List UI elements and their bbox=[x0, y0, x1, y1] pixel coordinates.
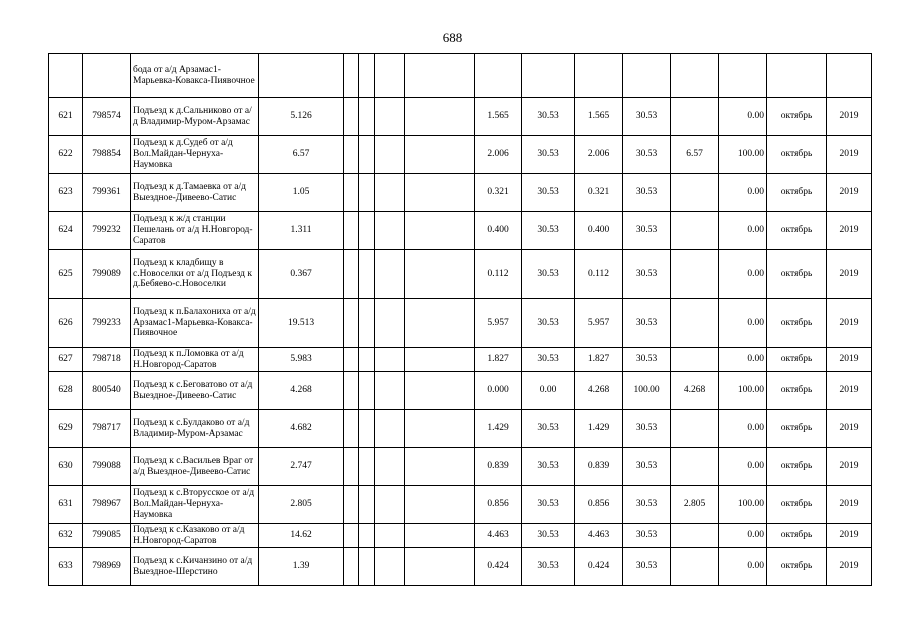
value-6: 0.00 bbox=[719, 299, 767, 348]
year-cell bbox=[827, 54, 872, 98]
value-5 bbox=[671, 548, 719, 586]
value-6: 0.00 bbox=[719, 212, 767, 250]
empty-cell bbox=[375, 410, 405, 448]
value-1: 0.424 bbox=[475, 548, 522, 586]
value-5 bbox=[671, 299, 719, 348]
value-4: 30.53 bbox=[623, 250, 671, 299]
table-row bbox=[49, 486, 872, 524]
value-6: 0.00 bbox=[719, 410, 767, 448]
empty-cell bbox=[375, 136, 405, 174]
month-cell bbox=[767, 54, 827, 98]
road-length: 14.62 bbox=[259, 524, 344, 548]
value-3: 0.839 bbox=[575, 448, 623, 486]
row-number: 623 bbox=[49, 174, 83, 212]
value-1: 2.006 bbox=[475, 136, 522, 174]
road-code: 798717 bbox=[83, 410, 131, 448]
year-cell: 2019 bbox=[827, 299, 872, 348]
value-6: 0.00 bbox=[719, 448, 767, 486]
value-1: 5.957 bbox=[475, 299, 522, 348]
road-length: 1.39 bbox=[259, 548, 344, 586]
empty-cell bbox=[375, 250, 405, 299]
empty-cell bbox=[375, 548, 405, 586]
value-1: 0.321 bbox=[475, 174, 522, 212]
value-1: 1.429 bbox=[475, 410, 522, 448]
table-row bbox=[49, 524, 872, 548]
empty-cell bbox=[375, 348, 405, 372]
month-cell: октябрь bbox=[767, 98, 827, 136]
value-5 bbox=[671, 174, 719, 212]
year-cell: 2019 bbox=[827, 410, 872, 448]
table-row bbox=[49, 299, 872, 348]
road-length: 4.268 bbox=[259, 372, 344, 410]
value-3: 2.006 bbox=[575, 136, 623, 174]
road-length: 4.682 bbox=[259, 410, 344, 448]
road-code: 799233 bbox=[83, 299, 131, 348]
month-cell: октябрь bbox=[767, 174, 827, 212]
road-length: 0.367 bbox=[259, 250, 344, 299]
value-5: 2.805 bbox=[671, 486, 719, 524]
empty-cell bbox=[344, 54, 359, 98]
month-cell: октябрь bbox=[767, 524, 827, 548]
row-number: 631 bbox=[49, 486, 83, 524]
table-row bbox=[49, 372, 872, 410]
empty-cell bbox=[359, 136, 375, 174]
empty-cell bbox=[344, 448, 359, 486]
value-5 bbox=[671, 250, 719, 299]
value-4: 30.53 bbox=[623, 448, 671, 486]
road-name: Подъезд к д.Судеб от а/д Вол.Майдан-Чернуха-Наумовка bbox=[131, 136, 259, 174]
row-number: 622 bbox=[49, 136, 83, 174]
value-4: 30.53 bbox=[623, 212, 671, 250]
value-6: 0.00 bbox=[719, 250, 767, 299]
table-row bbox=[49, 212, 872, 250]
value-3: 0.856 bbox=[575, 486, 623, 524]
roads-table bbox=[48, 53, 872, 586]
value-3: 1.429 bbox=[575, 410, 623, 448]
empty-cell bbox=[359, 524, 375, 548]
month-cell: октябрь bbox=[767, 486, 827, 524]
value-1 bbox=[475, 54, 522, 98]
empty-cell bbox=[375, 486, 405, 524]
year-cell: 2019 bbox=[827, 212, 872, 250]
empty-cell bbox=[405, 524, 475, 548]
road-code: 799361 bbox=[83, 174, 131, 212]
empty-cell bbox=[375, 299, 405, 348]
value-3: 1.565 bbox=[575, 98, 623, 136]
empty-cell bbox=[405, 348, 475, 372]
table-row bbox=[49, 410, 872, 448]
value-4: 30.53 bbox=[623, 174, 671, 212]
table-row bbox=[49, 548, 872, 586]
row-number: 632 bbox=[49, 524, 83, 548]
empty-cell bbox=[359, 174, 375, 212]
value-2: 30.53 bbox=[522, 98, 575, 136]
value-2: 30.53 bbox=[522, 250, 575, 299]
value-6: 0.00 bbox=[719, 174, 767, 212]
empty-cell bbox=[359, 410, 375, 448]
road-length: 2.805 bbox=[259, 486, 344, 524]
value-6: 0.00 bbox=[719, 548, 767, 586]
year-cell: 2019 bbox=[827, 174, 872, 212]
table-row bbox=[49, 250, 872, 299]
road-code bbox=[83, 54, 131, 98]
month-cell: октябрь bbox=[767, 410, 827, 448]
table-row bbox=[49, 98, 872, 136]
value-3: 5.957 bbox=[575, 299, 623, 348]
empty-cell bbox=[405, 372, 475, 410]
empty-cell bbox=[405, 486, 475, 524]
row-number: 628 bbox=[49, 372, 83, 410]
road-name: Подъезд к ж/д станции Пешелань от а/д Н.Новгород-Саратов bbox=[131, 212, 259, 250]
value-4: 30.53 bbox=[623, 548, 671, 586]
road-length bbox=[259, 54, 344, 98]
empty-cell bbox=[344, 212, 359, 250]
empty-cell bbox=[375, 448, 405, 486]
road-name: Подъезд к с.Кичанзино от а/д Выездное-Шерстино bbox=[131, 548, 259, 586]
road-name: Подъезд к д.Тамаевка от а/д Выездное-Дивеево-Сатис bbox=[131, 174, 259, 212]
road-name: Подъезд к с.Беговатово от а/д Выездное-Дивеево-Сатис bbox=[131, 372, 259, 410]
empty-cell bbox=[359, 348, 375, 372]
value-4 bbox=[623, 54, 671, 98]
road-code: 799089 bbox=[83, 250, 131, 299]
value-3 bbox=[575, 54, 623, 98]
month-cell: октябрь bbox=[767, 548, 827, 586]
road-name: Подъезд к п.Балахониха от а/д Арзамас1-Марьевка-Ковакса-Пиявочное bbox=[131, 299, 259, 348]
empty-cell bbox=[344, 136, 359, 174]
value-2: 30.53 bbox=[522, 524, 575, 548]
road-code: 799088 bbox=[83, 448, 131, 486]
value-1: 0.839 bbox=[475, 448, 522, 486]
empty-cell bbox=[405, 174, 475, 212]
value-3: 4.268 bbox=[575, 372, 623, 410]
month-cell: октябрь bbox=[767, 372, 827, 410]
value-5 bbox=[671, 410, 719, 448]
empty-cell bbox=[405, 98, 475, 136]
value-2: 30.53 bbox=[522, 299, 575, 348]
value-2: 30.53 bbox=[522, 410, 575, 448]
empty-cell bbox=[375, 212, 405, 250]
value-3: 4.463 bbox=[575, 524, 623, 548]
empty-cell bbox=[375, 98, 405, 136]
row-number: 625 bbox=[49, 250, 83, 299]
value-1: 4.463 bbox=[475, 524, 522, 548]
value-5 bbox=[671, 448, 719, 486]
empty-cell bbox=[359, 250, 375, 299]
empty-cell bbox=[375, 524, 405, 548]
empty-cell bbox=[344, 299, 359, 348]
value-4: 30.53 bbox=[623, 486, 671, 524]
road-length: 5.126 bbox=[259, 98, 344, 136]
value-1: 0.112 bbox=[475, 250, 522, 299]
table-row bbox=[49, 348, 872, 372]
year-cell: 2019 bbox=[827, 136, 872, 174]
road-name: Подъезд к с.Васильев Враг от а/д Выездное-Дивеево-Сатис bbox=[131, 448, 259, 486]
row-number: 627 bbox=[49, 348, 83, 372]
road-length: 19.513 bbox=[259, 299, 344, 348]
value-4: 30.53 bbox=[623, 98, 671, 136]
year-cell: 2019 bbox=[827, 98, 872, 136]
empty-cell bbox=[359, 212, 375, 250]
row-number: 633 bbox=[49, 548, 83, 586]
empty-cell bbox=[359, 98, 375, 136]
empty-cell bbox=[405, 250, 475, 299]
row-number bbox=[49, 54, 83, 98]
value-6: 100.00 bbox=[719, 486, 767, 524]
road-name: Подъезд к с.Булдаково от а/д Владимир-Муром-Арзамас bbox=[131, 410, 259, 448]
value-4: 30.53 bbox=[623, 348, 671, 372]
empty-cell bbox=[405, 448, 475, 486]
empty-cell bbox=[405, 548, 475, 586]
page-number: 688 bbox=[442, 30, 463, 45]
empty-cell bbox=[344, 372, 359, 410]
month-cell: октябрь bbox=[767, 136, 827, 174]
value-1: 0.400 bbox=[475, 212, 522, 250]
empty-cell bbox=[359, 548, 375, 586]
road-code: 799085 bbox=[83, 524, 131, 548]
value-5 bbox=[671, 348, 719, 372]
road-code: 800540 bbox=[83, 372, 131, 410]
table-row bbox=[49, 448, 872, 486]
road-name: Подъезд к д.Сальниково от а/д Владимир-Муром-Арзамас bbox=[131, 98, 259, 136]
value-6: 0.00 bbox=[719, 524, 767, 548]
empty-cell bbox=[344, 174, 359, 212]
table-body bbox=[49, 54, 872, 586]
empty-cell bbox=[344, 486, 359, 524]
value-5 bbox=[671, 212, 719, 250]
year-cell: 2019 bbox=[827, 448, 872, 486]
value-6: 0.00 bbox=[719, 348, 767, 372]
value-1: 1.565 bbox=[475, 98, 522, 136]
empty-cell bbox=[405, 54, 475, 98]
empty-cell bbox=[375, 174, 405, 212]
road-code: 798967 bbox=[83, 486, 131, 524]
year-cell: 2019 bbox=[827, 348, 872, 372]
row-number: 626 bbox=[49, 299, 83, 348]
value-2: 30.53 bbox=[522, 136, 575, 174]
value-1: 0.000 bbox=[475, 372, 522, 410]
table-row bbox=[49, 54, 872, 98]
value-3: 0.400 bbox=[575, 212, 623, 250]
table-row bbox=[49, 174, 872, 212]
value-2: 30.53 bbox=[522, 212, 575, 250]
value-5: 4.268 bbox=[671, 372, 719, 410]
empty-cell bbox=[405, 299, 475, 348]
empty-cell bbox=[344, 250, 359, 299]
month-cell: октябрь bbox=[767, 348, 827, 372]
road-length: 6.57 bbox=[259, 136, 344, 174]
road-code: 798718 bbox=[83, 348, 131, 372]
value-4: 30.53 bbox=[623, 524, 671, 548]
month-cell: октябрь bbox=[767, 448, 827, 486]
value-6: 0.00 bbox=[719, 98, 767, 136]
road-length: 2.747 bbox=[259, 448, 344, 486]
value-5: 6.57 bbox=[671, 136, 719, 174]
empty-cell bbox=[405, 410, 475, 448]
road-name: Подъезд к п.Ломовка от а/д Н.Новгород-Саратов bbox=[131, 348, 259, 372]
empty-cell bbox=[344, 98, 359, 136]
value-2: 30.53 bbox=[522, 448, 575, 486]
row-number: 629 bbox=[49, 410, 83, 448]
empty-cell bbox=[375, 54, 405, 98]
road-code: 798574 bbox=[83, 98, 131, 136]
value-4: 30.53 bbox=[623, 410, 671, 448]
road-length: 1.05 bbox=[259, 174, 344, 212]
empty-cell bbox=[344, 548, 359, 586]
row-number: 621 bbox=[49, 98, 83, 136]
value-2: 30.53 bbox=[522, 174, 575, 212]
year-cell: 2019 bbox=[827, 524, 872, 548]
empty-cell bbox=[405, 212, 475, 250]
value-3: 0.321 bbox=[575, 174, 623, 212]
road-length: 5.983 bbox=[259, 348, 344, 372]
month-cell: октябрь bbox=[767, 250, 827, 299]
value-1: 0.856 bbox=[475, 486, 522, 524]
road-name: Подъезд к с.Казаково от а/д Н.Новгород-Саратов bbox=[131, 524, 259, 548]
value-5 bbox=[671, 98, 719, 136]
empty-cell bbox=[344, 348, 359, 372]
year-cell: 2019 bbox=[827, 548, 872, 586]
value-2: 30.53 bbox=[522, 548, 575, 586]
road-code: 799232 bbox=[83, 212, 131, 250]
value-4: 100.00 bbox=[623, 372, 671, 410]
value-2: 30.53 bbox=[522, 486, 575, 524]
value-1: 1.827 bbox=[475, 348, 522, 372]
value-3: 0.424 bbox=[575, 548, 623, 586]
road-code: 798854 bbox=[83, 136, 131, 174]
value-6 bbox=[719, 54, 767, 98]
empty-cell bbox=[359, 372, 375, 410]
value-2 bbox=[522, 54, 575, 98]
value-2: 30.53 bbox=[522, 348, 575, 372]
road-length: 1.311 bbox=[259, 212, 344, 250]
value-6: 100.00 bbox=[719, 136, 767, 174]
road-name: бода от а/д Арзамас1-Марьевка-Ковакса-Пиявочное bbox=[131, 54, 259, 98]
row-number: 624 bbox=[49, 212, 83, 250]
value-2: 0.00 bbox=[522, 372, 575, 410]
year-cell: 2019 bbox=[827, 250, 872, 299]
row-number: 630 bbox=[49, 448, 83, 486]
value-6: 100.00 bbox=[719, 372, 767, 410]
empty-cell bbox=[359, 486, 375, 524]
road-code: 798969 bbox=[83, 548, 131, 586]
value-4: 30.53 bbox=[623, 299, 671, 348]
empty-cell bbox=[344, 410, 359, 448]
empty-cell bbox=[359, 448, 375, 486]
value-5 bbox=[671, 54, 719, 98]
value-3: 0.112 bbox=[575, 250, 623, 299]
month-cell: октябрь bbox=[767, 212, 827, 250]
value-3: 1.827 bbox=[575, 348, 623, 372]
road-name: Подъезд к с.Вторусское от а/д Вол.Майдан-Чернуха-Наумовка bbox=[131, 486, 259, 524]
empty-cell bbox=[359, 299, 375, 348]
year-cell: 2019 bbox=[827, 372, 872, 410]
road-name: Подъезд к кладбищу в с.Новоселки от а/д Подъезд к д.Бебяево-с.Новоселки bbox=[131, 250, 259, 299]
value-4: 30.53 bbox=[623, 136, 671, 174]
empty-cell bbox=[375, 372, 405, 410]
value-5 bbox=[671, 524, 719, 548]
empty-cell bbox=[359, 54, 375, 98]
empty-cell bbox=[344, 524, 359, 548]
table-row bbox=[49, 136, 872, 174]
empty-cell bbox=[405, 136, 475, 174]
month-cell: октябрь bbox=[767, 299, 827, 348]
year-cell: 2019 bbox=[827, 486, 872, 524]
